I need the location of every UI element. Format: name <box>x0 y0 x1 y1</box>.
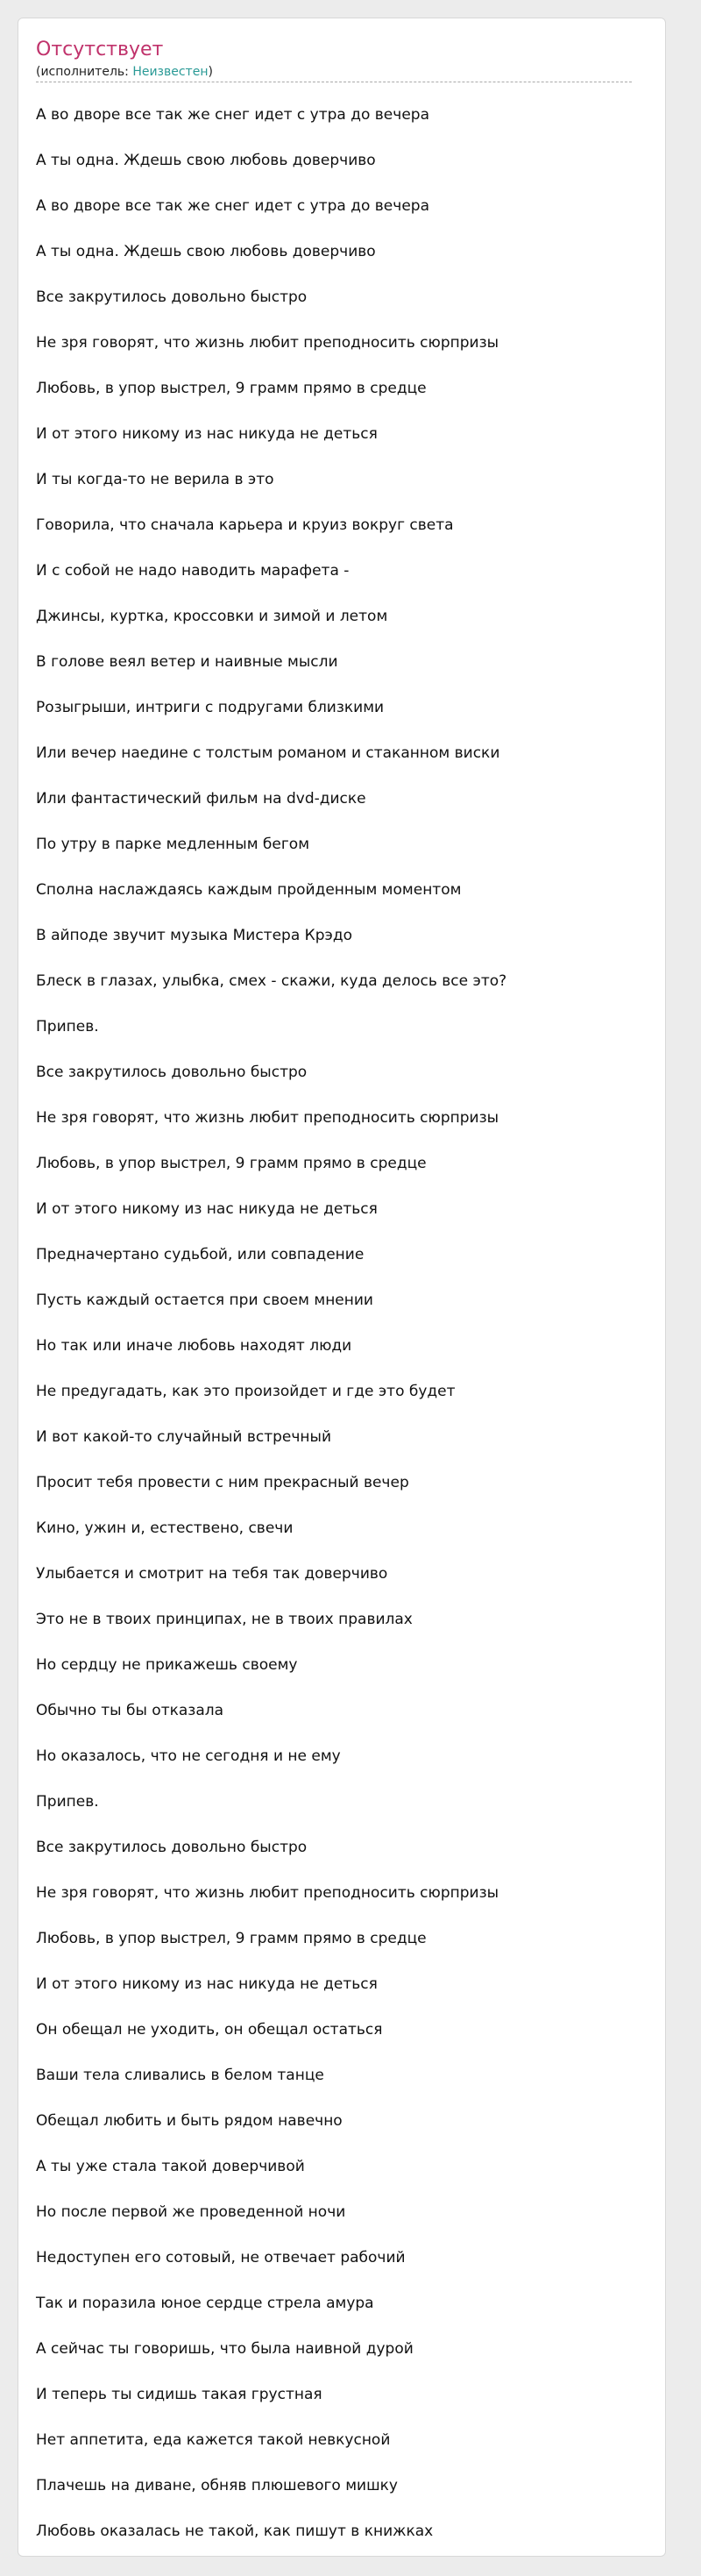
artist-prefix: (исполнитель: <box>36 65 133 79</box>
lyric-line: Все закрутилось довольно быстро <box>36 288 308 306</box>
lyric-line: И с собой не надо наводить марафета - <box>36 562 350 580</box>
lyrics-list <box>36 92 506 2554</box>
lyric-line: Так и поразила юное сердце стрела амура <box>36 2295 374 2312</box>
lyric-line: А ты одна. Ждешь свою любовь доверчиво <box>36 243 376 260</box>
lyric-line: В айподе звучит музыка Мистера Крэдо <box>36 927 353 944</box>
lyric-line: Пусть каждый остается при своем мнении <box>36 1292 373 1309</box>
lyric-line: Не зря говорят, что жизнь любит преподносить сюрпризы <box>36 1109 499 1127</box>
lyric-line: Плачешь на диване, обняв плюшевого мишку <box>36 2477 398 2494</box>
lyric-line: И от этого никому из нас никуда не деться <box>36 1975 378 1993</box>
lyric-line: И от этого никому из нас никуда не деться <box>36 425 378 443</box>
artist-line <box>36 64 213 80</box>
lyric-line: А во дворе все так же снег идет с утра до вечера <box>36 197 429 215</box>
lyric-line: Просит тебя провести с ним прекрасный вечер <box>36 1474 409 1491</box>
lyric-line: Сполна наслаждаясь каждым пройденным моментом <box>36 881 462 899</box>
lyric-line: Но сердцу не прикажешь своему <box>36 1656 298 1674</box>
lyric-line: Или вечер наедине с толстым романом и стаканном виски <box>36 744 500 762</box>
song-title: Отсутствует <box>36 39 164 60</box>
lyric-line: И ты когда-то не верила в это <box>36 471 274 488</box>
lyric-line: Обещал любить и быть рядом навечно <box>36 2112 343 2130</box>
lyric-line: Блеск в глазах, улыбка, смех - скажи, куда делось все это? <box>36 972 507 990</box>
lyric-line: Любовь, в упор выстрел, 9 грамм прямо в средце <box>36 1930 427 1947</box>
artist-link[interactable]: Неизвестен <box>132 65 209 79</box>
lyric-line: Припев. <box>36 1793 99 1811</box>
lyric-line: По утру в парке медленным бегом <box>36 836 310 853</box>
lyric-line: Предначертано судьбой, или совпадение <box>36 1246 365 1263</box>
lyric-line: А во дворе все так же снег идет с утра до вечера <box>36 106 429 124</box>
lyric-line: Розыгрыши, интриги с подругами близкими <box>36 699 385 716</box>
lyric-line: Любовь, в упор выстрел, 9 грамм прямо в средце <box>36 1155 427 1172</box>
lyric-line: Но после первой же проведенной ночи <box>36 2203 346 2221</box>
lyrics-card <box>18 18 666 2557</box>
lyric-line: Кино, ужин и, естествено, свечи <box>36 1519 294 1537</box>
lyric-line: А ты уже стала такой доверчивой <box>36 2158 305 2175</box>
lyric-line: Но так или иначе любовь находят люди <box>36 1337 352 1355</box>
lyric-line: Нет аппетита, еда кажется такой невкусной <box>36 2431 391 2449</box>
lyric-line: Все закрутилось довольно быстро <box>36 1064 308 1081</box>
lyric-line: В голове веял ветер и наивные мысли <box>36 653 338 671</box>
lyric-line: Но оказалось, что не сегодня и не ему <box>36 1747 341 1765</box>
lyric-line: Недоступен его сотовый, не отвечает рабочий <box>36 2249 406 2266</box>
lyric-line: Не предугадать, как это произойдет и где это будет <box>36 1383 456 1400</box>
lyric-line: Джинсы, куртка, кроссовки и зимой и летом <box>36 608 388 625</box>
lyric-line: Не зря говорят, что жизнь любит преподносить сюрпризы <box>36 334 499 352</box>
lyric-line: А сейчас ты говоришь, что была наивной дурой <box>36 2340 414 2358</box>
lyric-line: И теперь ты сидишь такая грустная <box>36 2386 322 2403</box>
lyric-line: Или фантастический фильм на dvd-диске <box>36 790 366 808</box>
lyric-line: И от этого никому из нас никуда не деться <box>36 1200 378 1218</box>
lyric-line: Улыбается и смотрит на тебя так доверчиво <box>36 1565 388 1583</box>
lyric-line: Все закрутилось довольно быстро <box>36 1839 308 1856</box>
lyric-line: Ваши тела сливались в белом танце <box>36 2067 324 2084</box>
lyric-line: Он обещал не уходить, он обещал остаться <box>36 2021 383 2039</box>
lyric-line: Обычно ты бы отказала <box>36 1702 224 1719</box>
lyric-line: Не зря говорят, что жизнь любит преподносить сюрпризы <box>36 1884 499 1902</box>
lyric-line: Любовь, в упор выстрел, 9 грамм прямо в средце <box>36 380 427 397</box>
lyric-line: Припев. <box>36 1018 99 1035</box>
lyric-line: Это не в твоих принципах, не в твоих правилах <box>36 1611 413 1628</box>
artist-suffix: ) <box>208 65 213 79</box>
lyric-line: И вот какой-то случайный встречный <box>36 1428 332 1446</box>
lyric-line: Любовь оказалась не такой, как пишут в книжках <box>36 2523 434 2540</box>
lyric-line: Говорила, что сначала карьера и круиз вокруг света <box>36 516 454 534</box>
lyric-line: А ты одна. Ждешь свою любовь доверчиво <box>36 152 376 169</box>
